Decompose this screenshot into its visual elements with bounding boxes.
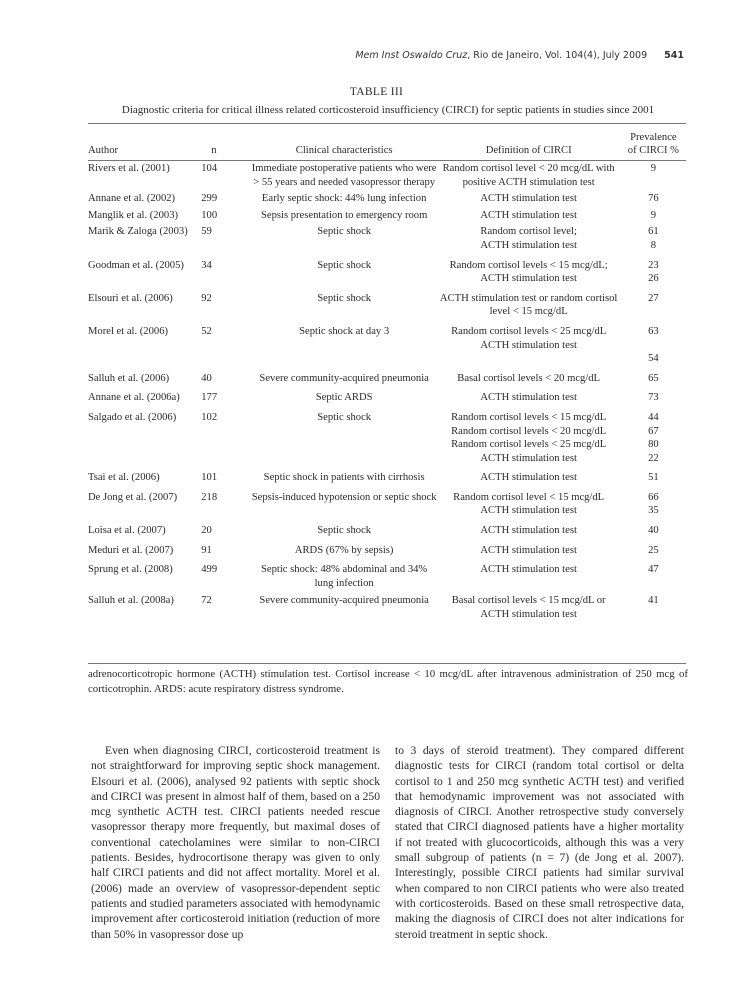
cell-clinical: Early septic shock: 44% lung infection (261, 193, 427, 205)
definition-line: Random cortisol levels < 25 mcg/dL (451, 325, 607, 337)
journal-name: Mem Inst Oswaldo Cruz (355, 50, 468, 61)
cell-prevalence (621, 253, 686, 286)
table-row (88, 189, 686, 206)
definition-line: Random cortisol levels < 15 mcg/dL; (449, 259, 608, 271)
prevalence-value: 66 (648, 491, 659, 503)
body-paragraph: Even when diagnosing CIRCI, corticosteroid treatment is not straightforward for improving septic shock management. Elsouri et al. (2006), analysed 92 patients with septic shock and CIRCI was present in almost half of them, based on a 250 mcg synthetic ACTH test. CIRCI patients needed rescue vasopressor therapy more frequently, but maximal doses of conventional catecholamines were similar to non-CIRCI patients. Besides, hydrocortisone therapy was given to only half CIRCI patients and did not affect mortality. Morel et al. (2006) made an overview of vasopressor-dependent septic patients and studied parameters associated with hemodynamic improvement after corticosteroid initiation (reduction of more than 50% in vasopressor dose up (91, 744, 380, 941)
prevalence-value (621, 339, 686, 353)
definition-line: ACTH stimulation test (480, 209, 577, 221)
cell-prevalence (621, 465, 686, 485)
header-prevalence-line1: Prevalence (630, 131, 677, 143)
cell-definition (437, 189, 621, 206)
cell-definition (437, 253, 621, 286)
running-head (340, 50, 684, 61)
table-row (88, 222, 686, 252)
cell-n: 177 (201, 392, 218, 404)
prevalence-value: 40 (648, 525, 659, 537)
definition-line: ACTH stimulation test (480, 452, 577, 464)
cell-definition (437, 158, 621, 189)
cell-prevalence (621, 385, 686, 405)
header-clinical: Clinical characteristics (295, 145, 393, 157)
cell-definition (437, 557, 621, 590)
cell-clinical: Septic shock (317, 411, 372, 423)
cell-prevalence (621, 518, 686, 538)
definition-line: ACTH stimulation test (480, 339, 577, 351)
cell-prevalence (621, 405, 686, 465)
body-column-left (91, 743, 380, 942)
prevalence-value: 23 (648, 259, 659, 271)
prevalence-value: 8 (650, 239, 657, 251)
definition-line: ACTH stimulation test (480, 544, 577, 556)
cell-definition (437, 319, 621, 366)
definition-line: ACTH stimulation test (480, 193, 577, 205)
header-n: n (211, 145, 217, 157)
definition-line: Random cortisol level; (480, 226, 577, 238)
cell-n: 104 (201, 163, 218, 174)
table-row (88, 557, 686, 590)
prevalence-value: 63 (648, 325, 659, 337)
cell-author: De Jong et al. (2007) (88, 491, 178, 503)
table-footnote: adrenocorticotropic hormone (ACTH) stimulation test. Cortisol increase < 10 mcg/dL after intravenous administration of 250 mcg of corticotrophin. ARDS: acute respiratory distress syndrome. (88, 668, 688, 695)
prevalence-value: 26 (648, 273, 659, 285)
cell-clinical: Sepsis presentation to emergency room (260, 209, 428, 221)
prevalence-value: 51 (648, 472, 659, 484)
prevalence-value: 47 (648, 564, 659, 576)
table-top-rule (88, 123, 686, 124)
cell-author: Salluh et al. (2006) (88, 372, 170, 384)
cell-n: 299 (201, 193, 218, 205)
table-row (88, 158, 686, 189)
prevalence-value: 61 (648, 226, 659, 238)
cell-author: Meduri et al. (2007) (88, 544, 174, 556)
prevalence-value: 80 (648, 439, 659, 451)
cell-n: 101 (201, 472, 218, 484)
cell-n: 40 (201, 372, 212, 384)
cell-author: Tsai et al. (2006) (88, 472, 160, 484)
prevalence-value: 27 (648, 292, 659, 304)
cell-clinical: Septic ARDS (315, 392, 373, 404)
cell-author: Manglik et al. (2003) (88, 209, 179, 221)
definition-line: ACTH stimulation test or random cortisol level < 15 mcg/dL (439, 292, 618, 318)
definition-line: ACTH stimulation test (480, 525, 577, 537)
table-row (88, 518, 686, 538)
cell-clinical: Septic shock at day 3 (299, 325, 390, 337)
definition-line: ACTH stimulation test (480, 564, 577, 576)
cell-prevalence (621, 590, 686, 621)
definition-line: ACTH stimulation test (480, 505, 577, 517)
cell-author: Salluh et al. (2008a) (88, 595, 174, 607)
cell-n: 72 (201, 595, 212, 607)
cell-n: 59 (201, 226, 212, 238)
cell-author: Morel et al. (2006) (88, 325, 169, 337)
cell-n: 102 (201, 411, 218, 423)
cell-prevalence (621, 158, 686, 189)
table-row (88, 366, 686, 386)
table-header-row (88, 128, 686, 158)
header-prevalence-line2: of CIRCI % (627, 145, 679, 157)
definition-line: Random cortisol level < 15 mcg/dL (453, 491, 605, 503)
cell-prevalence (621, 319, 686, 366)
table-row (88, 253, 686, 286)
cell-prevalence (621, 366, 686, 386)
definition-line: ACTH stimulation test (480, 239, 577, 251)
table-caption: Diagnostic criteria for critical illness related corticosteroid insufficiency (CIRCI) for septic patients in studies since 2001 (121, 104, 655, 116)
prevalence-value: 35 (648, 505, 659, 517)
definition-line (437, 352, 621, 366)
table-row (88, 590, 686, 621)
criteria-table (88, 128, 686, 622)
cell-clinical: Sepsis-induced hypotension or septic shock (251, 491, 437, 503)
definition-line: ACTH stimulation test (480, 472, 577, 484)
table-row (88, 385, 686, 405)
cell-definition (437, 206, 621, 223)
body-column-right (395, 743, 684, 942)
cell-author: Salgado et al. (2006) (88, 411, 177, 423)
definition-line: Basal cortisol levels < 20 mcg/dL (457, 372, 601, 384)
journal-location-volume: , Rio de Janeiro, Vol. 104(4), July 2009 (467, 50, 648, 61)
cell-definition (437, 286, 621, 319)
table-row (88, 206, 686, 223)
table-row (88, 538, 686, 558)
table-title: TABLE III (349, 86, 404, 98)
cell-definition (437, 405, 621, 465)
cell-author: Annane et al. (2002) (88, 193, 176, 205)
cell-definition (437, 538, 621, 558)
table-row (88, 286, 686, 319)
cell-n: 499 (201, 564, 218, 576)
prevalence-value: 41 (648, 595, 659, 607)
cell-clinical: Septic shock (317, 259, 372, 271)
prevalence-value: 73 (648, 392, 659, 404)
cell-definition (437, 485, 621, 518)
cell-clinical: Immediate postoperative patients who were > 55 years and needed vasopressor therapy (251, 163, 437, 188)
definition-line: Basal cortisol levels < 15 mcg/dL or ACTH stimulation test (451, 595, 606, 621)
prevalence-value: 22 (648, 452, 659, 464)
cell-definition (437, 465, 621, 485)
prevalence-value: 76 (648, 193, 659, 205)
cell-n: 92 (201, 292, 212, 304)
cell-prevalence (621, 557, 686, 590)
definition-line: Random cortisol levels < 25 mcg/dL (451, 439, 607, 451)
cell-prevalence (621, 222, 686, 252)
cell-author: Marik & Zaloga (2003) (88, 226, 188, 238)
cell-prevalence (621, 485, 686, 518)
cell-author: Annane et al. (2006a) (88, 392, 180, 404)
table-row (88, 465, 686, 485)
prevalence-value: 9 (650, 209, 657, 221)
table-row (88, 485, 686, 518)
prevalence-value: 44 (648, 411, 659, 423)
header-prevalence (621, 128, 686, 158)
cell-prevalence (621, 286, 686, 319)
cell-n: 20 (201, 525, 212, 537)
cell-n: 34 (201, 259, 212, 271)
definition-line: ACTH stimulation test (480, 392, 577, 404)
table-row (88, 319, 686, 366)
table-body (88, 158, 686, 622)
cell-n: 52 (201, 325, 212, 337)
prevalence-value: 25 (648, 544, 659, 556)
cell-definition (437, 385, 621, 405)
cell-clinical: Severe community-acquired pneumonia (259, 372, 429, 384)
cell-prevalence (621, 189, 686, 206)
page-number: 541 (664, 50, 684, 61)
cell-n: 91 (201, 544, 212, 556)
definition-line: Random cortisol levels < 15 mcg/dL (451, 411, 607, 423)
cell-n: 218 (201, 491, 218, 503)
definition-line: ACTH stimulation test (480, 273, 577, 285)
cell-author: Goodman et al. (2005) (88, 259, 184, 271)
cell-clinical: Septic shock (317, 525, 372, 537)
cell-clinical: Septic shock: 48% abdominal and 34% lung infection (261, 564, 428, 589)
cell-definition (437, 222, 621, 252)
header-author: Author (88, 145, 119, 157)
cell-clinical: Severe community-acquired pneumonia (259, 595, 429, 607)
table-bottom-rule (88, 663, 686, 664)
cell-clinical: Septic shock in patients with cirrhosis (263, 472, 425, 484)
prevalence-value: 67 (648, 425, 659, 437)
cell-author: Elsouri et al. (2006) (88, 292, 173, 304)
cell-prevalence (621, 538, 686, 558)
table-row (88, 405, 686, 465)
cell-clinical: ARDS (67% by sepsis) (294, 544, 394, 556)
cell-author: Rivers et al. (2001) (88, 163, 170, 174)
cell-definition (437, 590, 621, 621)
cell-clinical: Septic shock (317, 292, 372, 304)
cell-definition (437, 366, 621, 386)
cell-definition (437, 518, 621, 538)
cell-author: Sprung et al. (2008) (88, 564, 173, 576)
body-paragraph: to 3 days of steroid treatment). They compared different diagnostic tests for CIRCI (random total cortisol or delta cortisol to 1 and 250 mcg synthetic ACTH test) and verified that hemodynamic improvement was not associated with diagnosis of CIRCI. Another retrospective study conversely stated that CIRCI diagnosed patients have a higher mortality if not treated with glucocorticoids, although this was a very small subgroup of patients (n = 7) (de Jong et al. 2007). Interestingly, possible CIRCI patients had similar survival when compared to non CIRCI patients who were also treated with corticosteroids. Based on these small retrospective data, making the diagnosis of CIRCI does not alter indications for steroid treatment in septic shock. (395, 744, 684, 941)
cell-author: Loisa et al. (2007) (88, 525, 166, 537)
prevalence-value: 9 (650, 163, 657, 174)
cell-n: 100 (201, 209, 218, 221)
header-definition: Definition of CIRCI (485, 145, 572, 157)
cell-prevalence (621, 206, 686, 223)
definition-line: Random cortisol levels < 20 mcg/dL (451, 425, 607, 437)
cell-clinical: Septic shock (317, 226, 372, 238)
prevalence-value: 65 (648, 372, 659, 384)
prevalence-value: 54 (648, 353, 659, 365)
definition-line: Random cortisol level < 20 mcg/dL with positive ACTH stimulation test (442, 163, 615, 188)
